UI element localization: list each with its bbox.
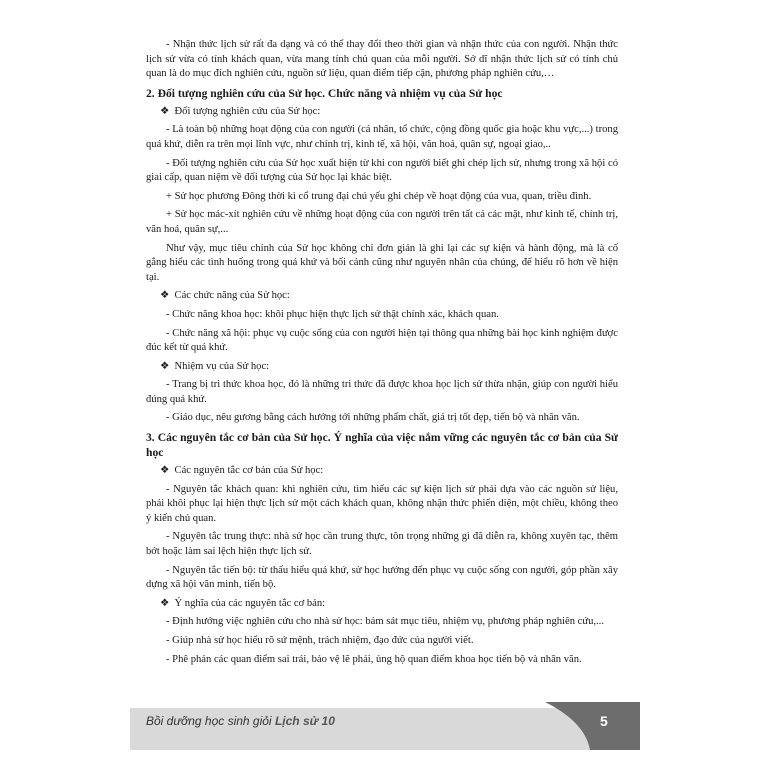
paragraph: - Chức năng xã hội: phục vụ cuộc sống của con người hiện tại thông qua những bài học kinh nghiệm được đúc kết từ quá khứ. xyxy=(146,327,618,354)
bullet-item xyxy=(146,597,618,612)
page-footer xyxy=(0,702,763,750)
bullet-item xyxy=(146,289,618,304)
bullet-item xyxy=(146,360,618,375)
diamond-bullet-icon: ❖ xyxy=(160,360,170,372)
paragraph: - Trang bị tri thức khoa học, đó là những tri thức đã được khoa học lịch sử thừa nhận, giúp con người hiểu đúng quá khứ. xyxy=(146,379,618,405)
footer-title-prefix: Bồi dưỡng học sinh giỏi xyxy=(146,714,272,728)
paragraph: - Phê phán các quan điểm sai trái, bảo vệ lẽ phải, ủng hộ quan điểm khoa học tiến bộ và nhân văn. xyxy=(166,653,582,665)
bullet-item xyxy=(146,464,618,479)
paragraph: - Là toàn bộ những hoạt động của con người (cá nhân, tổ chức, cộng đồng quốc gia hoặc khu vực,...) trong quá khứ, diễn ra trên mọi lĩnh vực, như chính trị, kinh tế, xã hội, văn hoá, quân sự, ngoại giao,.. xyxy=(146,124,618,150)
paragraph: - Chức năng khoa học: khôi phục hiện thực lịch sử thật chính xác, khách quan. xyxy=(166,308,499,320)
paragraph: - Nguyên tắc khách quan: khi nghiên cứu, tìm hiểu các sự kiện lịch sử phải dựa vào các nguồn sử liệu, phải khôi phục lại hiện thực lịch sử một cách khách quan, không nhận thức phiến diện, một chiều, không theo ý kiến chủ quan. xyxy=(146,483,618,524)
paragraph: Như vậy, mục tiêu chính của Sử học không chỉ đơn giản là ghi lại các sự kiện và hành động, mà là cố gắng hiểu các tình huống trong quá khứ và bối cảnh cũng như nguyên nhân của chúng, để hiểu rõ hơn về hiện tại. xyxy=(146,242,618,283)
paragraph: - Đối tượng nghiên cứu của Sử học xuất hiện từ khi con người biết ghi chép lịch sử, nhưng trong xã hội có giai cấp, quan niệm về đối tượng của Sử học lại khác biệt. xyxy=(146,157,618,184)
paragraph: - Giáo dục, nêu gương bằng cách hướng tới những phẩm chất, giá trị tốt đẹp, tiến bộ và nhân văn. xyxy=(166,412,580,424)
bullet-item xyxy=(146,105,618,120)
diamond-bullet-icon: ❖ xyxy=(160,105,170,117)
footer-title xyxy=(146,714,335,728)
bullet-text: Các nguyên tắc cơ bản của Sử học: xyxy=(174,465,324,477)
paragraph: - Nhận thức lịch sử rất đa dạng và có thể thay đổi theo thời gian và nhận thức của con người. Nhận thức lịch sử vừa có tính khách quan, vừa mang tính chủ quan của mỗi người. Sở dĩ nhận thức lịch sử có tính chủ quan là do mục đích nghiên cứu, nguồn sử liệu, quan điểm tiếp cận, phương pháp nghiên cứu,… xyxy=(146,39,618,80)
page-content xyxy=(146,38,618,671)
section-heading-3: 3. Các nguyên tắc cơ bản của Sử học. Ý nghĩa của việc nắm vững các nguyên tắc cơ bản của Sử học xyxy=(146,431,618,460)
diamond-bullet-icon: ❖ xyxy=(160,465,170,477)
page-number: 5 xyxy=(600,713,608,729)
diamond-bullet-icon: ❖ xyxy=(160,290,170,302)
paragraph: - Nguyên tắc trung thực: nhà sử học cần trung thực, tôn trọng những gì đã diễn ra, không xuyên tạc, thêm bớt hoặc làm sai lệch hiện thực lịch sử. xyxy=(146,531,618,558)
diamond-bullet-icon: ❖ xyxy=(160,597,170,609)
paragraph: - Nguyên tắc tiến bộ: từ thấu hiểu quá khứ, sử học hướng đến phục vụ cuộc sống con người, góp phần xây dựng xã hội văn minh, tiến bộ. xyxy=(146,564,618,591)
section-heading-2: 2. Đối tượng nghiên cứu của Sử học. Chức năng và nhiệm vụ của Sử học xyxy=(146,86,503,100)
bullet-text: Đối tượng nghiên cứu của Sử học: xyxy=(174,105,321,117)
paragraph: - Giúp nhà sử học hiểu rõ sứ mệnh, trách nhiệm, đạo đức của người viết. xyxy=(166,635,474,646)
paragraph: - Định hướng việc nghiên cứu cho nhà sử học: bám sát mục tiêu, nhiệm vụ, phương pháp nghiên cứu,... xyxy=(166,616,604,628)
footer-band xyxy=(0,702,763,750)
bullet-text: Ý nghĩa của các nguyên tắc cơ bản: xyxy=(174,597,326,609)
bullet-text: Các chức năng của Sử học: xyxy=(174,290,290,302)
bullet-text: Nhiệm vụ của Sử học: xyxy=(174,360,270,372)
paragraph: + Sử học mác-xít nghiên cứu về những hoạt động của con người trên tất cả các mặt, như kinh tế, chính trị, văn hoá, quân sự,... xyxy=(146,209,618,235)
footer-title-subject: Lịch sử 10 xyxy=(274,714,335,728)
paragraph: + Sử học phương Đông thời kì cổ trung đại chú yếu ghi chép về hoạt động của vua, quan, triều đình. xyxy=(166,190,592,202)
